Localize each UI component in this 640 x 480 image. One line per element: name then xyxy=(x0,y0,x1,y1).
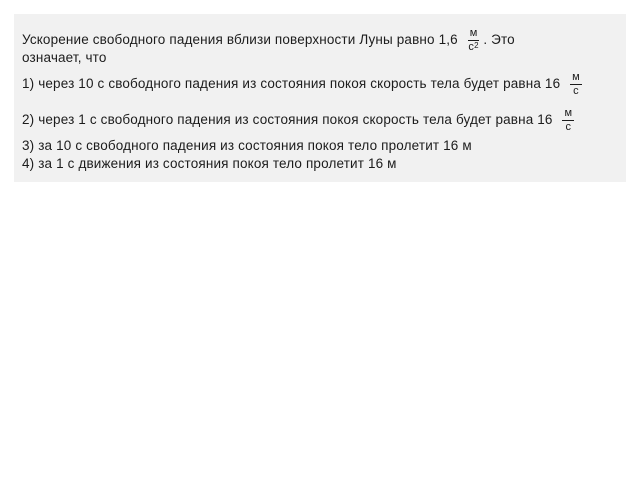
unit-denominator xyxy=(468,41,480,53)
option-2-text: 2) через 1 с свободного падения из состояния покоя скорость тела будет равна 16 xyxy=(22,112,553,128)
option-1 xyxy=(22,72,582,97)
statement-text: Ускорение свободного падения вблизи поверхности Луны равно 1,6 xyxy=(22,32,458,48)
option-2-unit-numerator: м xyxy=(564,107,573,119)
option-3 xyxy=(22,138,472,153)
problem-statement-line-2 xyxy=(22,50,107,65)
option-2 xyxy=(22,108,574,133)
scanned-problem xyxy=(14,14,626,182)
option-1-unit-denominator: с xyxy=(573,85,579,97)
option-2-unit xyxy=(562,108,574,133)
statement-tail: . Это xyxy=(483,32,515,48)
option-2-unit-denominator: с xyxy=(565,121,572,133)
unit-fraction xyxy=(468,28,480,53)
option-3-text: 3) за 10 с свободного падения из состояния покоя тело пролетит 16 м xyxy=(22,138,472,153)
option-1-text: 1) через 10 с свободного падения из состояния покоя скорость тела будет равна 16 xyxy=(22,76,561,92)
statement-text-2: означает, что xyxy=(22,50,107,65)
option-1-unit-numerator: м xyxy=(572,71,580,83)
unit-power: 2 xyxy=(474,41,479,50)
option-4 xyxy=(22,156,397,171)
unit-numerator: м xyxy=(469,27,478,39)
option-1-unit xyxy=(570,72,582,97)
unit-den-letter: с xyxy=(468,41,475,53)
option-4-text: 4) за 1 с движения из состояния покоя тело пролетит 16 м xyxy=(22,156,397,171)
